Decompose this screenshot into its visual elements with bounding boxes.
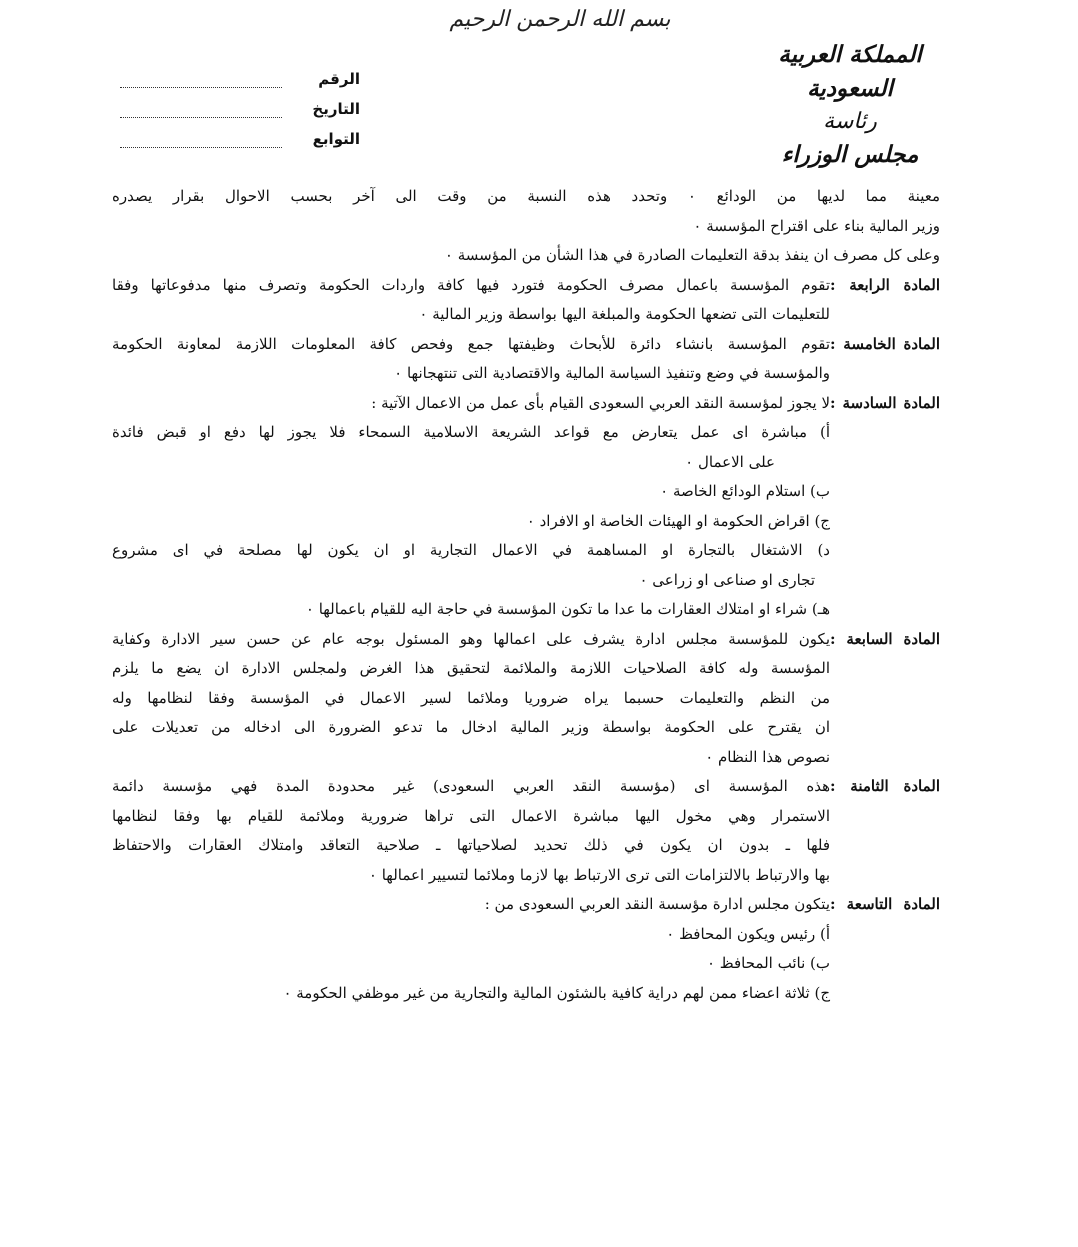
article-4 bbox=[112, 271, 940, 301]
intro-line: وزير المالية بناء على اقتراح المؤسسة ٠ bbox=[693, 216, 940, 235]
letterhead bbox=[750, 38, 950, 172]
article-text: فلها ـ بدون ان يكون في ذلك تحديد لصلاحياتها ـ صلاحية التعاقد وامتلاك العقارات والاحتفاظ bbox=[112, 836, 830, 854]
letterhead-kingdom: المملكة العربية السعودية bbox=[778, 41, 922, 102]
intro-line: وعلى كل مصرف ان ينفذ بدقة التعليمات الصادرة في هذا الشأن من المؤسسة ٠ bbox=[444, 246, 940, 264]
list-item: د) الاشتغال بالتجارة او المساهمة في الاعمال التجارية او ان يكون لها مصلحة في اى مشروع bbox=[112, 541, 830, 559]
list-item: أ) مباشرة اى عمل يتعارض مع قواعد الشريعة الاسلامية السمحاء فلا يجوز لها دفع او قبض فائدة bbox=[112, 423, 830, 441]
article-heading: المادة الخامسة : bbox=[830, 334, 940, 353]
list-item: على الاعمال ٠ bbox=[685, 452, 775, 471]
article-6 bbox=[112, 389, 940, 419]
article-text: يكون للمؤسسة مجلس ادارة يشرف على اعمالها وهو المسئول بوجه عام عن حسن سير الادارة وكفاية bbox=[112, 629, 830, 648]
article-text: لا يجوز لمؤسسة النقد العربي السعودى القيام بأى عمل من الاعمال الآتية : bbox=[371, 393, 830, 412]
article-9 bbox=[112, 890, 940, 920]
article-8 bbox=[112, 772, 940, 802]
list-item: ج) اقراض الحكومة او الهيئات الخاصة او الافراد ٠ bbox=[526, 511, 830, 530]
list-item: ب) استلام الودائع الخاصة ٠ bbox=[660, 482, 830, 500]
article-text: هذه المؤسسة اى (مؤسسة النقد العربي السعودى) غير محدودة المدة فهي مؤسسة دائمة bbox=[112, 777, 830, 795]
list-item: ب) نائب المحافظ ٠ bbox=[706, 954, 830, 972]
ref-number-line bbox=[120, 73, 282, 88]
article-text: يتكون مجلس ادارة مؤسسة النقد العربي السعودى من : bbox=[484, 895, 830, 913]
letterhead-presidency: رئاسة bbox=[823, 109, 877, 134]
article-text: تقوم المؤسسة بانشاء دائرة للأبحاث وظيفتها جمع وفحص كافة المعلومات اللازمة لمعاونة الحكومة bbox=[112, 334, 830, 353]
article-text: ان يقترح على الحكومة بواسطة وزير المالية ادخال ما تدعو الضرورة الى ادخاله من تعديلات على bbox=[112, 718, 830, 736]
article-heading: المادة الثامنة : bbox=[830, 777, 940, 795]
ref-date-line bbox=[120, 103, 282, 118]
article-text: والمؤسسة في وضع وتنفيذ السياسة المالية والاقتصادية التى تنتهجانها ٠ bbox=[394, 364, 830, 382]
list-item: تجارى او صناعى او زراعى ٠ bbox=[639, 570, 815, 589]
ref-attachments-row bbox=[120, 118, 360, 148]
article-text: من النظم والتعليمات حسبما يراه ضروريا وملائما لسير الاعمال في المؤسسة وفقا لنظامها وله bbox=[112, 688, 830, 707]
ref-number-label: الرقم bbox=[318, 70, 360, 88]
article-7 bbox=[112, 625, 940, 655]
ref-date-label: التاريخ bbox=[312, 100, 360, 118]
ref-date-row bbox=[120, 88, 360, 118]
letterhead-council: مجلس الوزراء bbox=[781, 141, 919, 168]
article-heading: المادة السابعة : bbox=[830, 629, 940, 648]
list-item: ج) ثلاثة اعضاء ممن لهم دراية كافية بالشئون المالية والتجارية من غير موظفي الحكومة ٠ bbox=[283, 983, 830, 1002]
article-text: تقوم المؤسسة باعمال مصرف الحكومة فتورد فيها كافة واردات الحكومة وتصرف منها مدفوعاتها وفقا bbox=[112, 275, 830, 294]
intro-line: معينة مما لديها من الودائع ٠ وتحدد هذه النسبة من وقت الى آخر بحسب الاحوال بقرار يصدره bbox=[112, 187, 940, 205]
list-item: أ) رئيس ويكون المحافظ ٠ bbox=[666, 924, 830, 943]
article-text: للتعليمات التى تضعها الحكومة والمبلغة اليها بواسطة وزير المالية ٠ bbox=[419, 305, 830, 323]
bismillah: بسم الله الرحمن الرحيم bbox=[449, 7, 671, 32]
article-text: نصوص هذا النظام ٠ bbox=[705, 747, 830, 766]
article-5 bbox=[112, 330, 940, 360]
list-item: هـ) شراء او امتلاك العقارات ما عدا ما تكون المؤسسة في حاجة اليه للقيام باعمالها ٠ bbox=[305, 600, 830, 618]
article-heading: المادة السادسة : bbox=[830, 393, 940, 412]
ref-attachments-line bbox=[120, 133, 282, 148]
ref-attachments-label: التوابع bbox=[312, 130, 360, 148]
reference-fields bbox=[120, 58, 360, 148]
article-text: المؤسسة وله كافة الصلاحيات اللازمة والملائمة لتحقيق هذا الغرض ولمجلس الادارة ان يضع ما يلزم bbox=[112, 659, 830, 677]
article-heading: المادة التاسعة : bbox=[830, 895, 940, 913]
document-body bbox=[112, 182, 940, 1008]
article-heading: المادة الرابعة : bbox=[830, 275, 940, 294]
article-text: بها والارتباط بالالتزامات التى ترى الارتباط بها لازما وملائما لتسيير اعمالها ٠ bbox=[368, 865, 830, 884]
ref-number-row bbox=[120, 58, 360, 88]
article-text: الاستمرار وهي مخول اليها مباشرة الاعمال التى تراها ضرورية وملائمة للقيام بها وفقا لنظامها bbox=[112, 806, 830, 825]
